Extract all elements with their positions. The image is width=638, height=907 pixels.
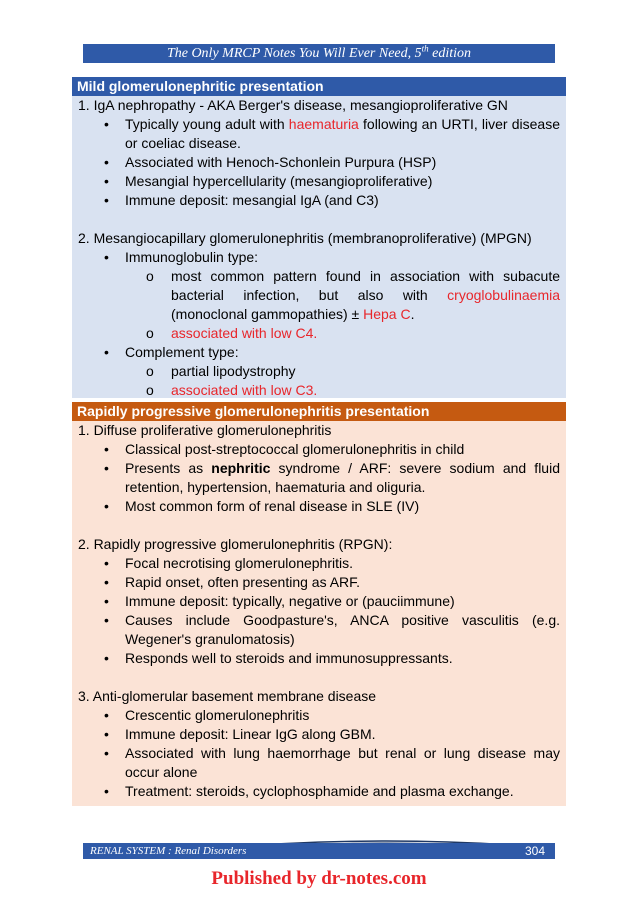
section-title: Mild glomerulonephritic presentation xyxy=(72,77,566,96)
page-footer xyxy=(83,843,555,859)
highlight-text: haematuria xyxy=(288,116,359,132)
footer-chapter: RENAL SYSTEM : Renal Disorders xyxy=(90,845,247,857)
text: Immune deposit: mesangial IgA (and C3) xyxy=(125,192,379,208)
bullet-item xyxy=(78,725,560,744)
section-title: Rapidly progressive glomerulonephritis presentation xyxy=(72,402,566,421)
text: (monoclonal gammopathies) ± xyxy=(171,306,364,322)
header-title-sup: th xyxy=(421,43,429,54)
text: Crescentic glomerulonephritis xyxy=(125,707,310,723)
bold-text: nephritic xyxy=(211,460,271,476)
text: Complement type: xyxy=(125,344,239,360)
spacer xyxy=(78,516,560,535)
paragraph xyxy=(78,229,560,248)
text: Associated with Henoch-Schonlein Purpura (HSP) xyxy=(125,154,437,170)
text: Rapid onset, often presenting as ARF. xyxy=(125,574,361,590)
text: Treatment: steroids, cyclophosphamide and plasma exchange. xyxy=(125,783,514,799)
text: Causes include Goodpasture's, ANCA positive vasculitis (e.g. Wegener's granulomatosis) xyxy=(125,612,560,647)
text: Mesangial hypercellularity (mesangioproliferative) xyxy=(125,173,433,189)
bullet-item xyxy=(78,497,560,516)
bullet-item xyxy=(78,611,560,649)
paragraph xyxy=(78,96,560,115)
text: Associated with lung haemorrhage but renal or lung disease may occur alone xyxy=(125,745,560,780)
text: following an URTI, liver disease or coeliac disease. xyxy=(125,116,561,151)
text: Focal necrotising glomerulonephritis. xyxy=(125,555,353,571)
spacer xyxy=(78,668,560,687)
bullet-item xyxy=(78,440,560,459)
text: Most common form of renal disease in SLE (IV) xyxy=(125,498,420,514)
bullet-item xyxy=(78,782,560,801)
section-body xyxy=(72,421,566,801)
bullet-item xyxy=(78,248,560,267)
section-body xyxy=(72,96,566,400)
publisher-credit: Published by dr-notes.com xyxy=(211,868,427,889)
text: Immunoglobulin type: xyxy=(125,249,259,265)
page-number: 304 xyxy=(524,844,545,858)
bullet-item xyxy=(78,115,560,153)
text: Immune deposit: typically, negative or (pauciimmune) xyxy=(125,593,455,609)
text: syndrome / ARF: severe sodium and fluid retention, hypertension, haematuria and oliguria. xyxy=(125,460,560,495)
bullet-item xyxy=(78,744,560,782)
paragraph xyxy=(78,687,560,706)
text: 2. Mesangiocapillary glomerulonephritis (membranoproliferative) (MPGN) xyxy=(78,230,532,246)
text: Presents as xyxy=(125,460,212,476)
highlight-text: associated with low C4. xyxy=(171,325,318,341)
highlight-text: Hepa C xyxy=(363,306,411,322)
bullet-item xyxy=(78,592,560,611)
header-title: The Only MRCP Notes You Will Ever Need, 5 xyxy=(166,46,422,61)
spacer xyxy=(78,210,560,229)
paragraph xyxy=(78,421,560,440)
text: Typically young adult with xyxy=(125,116,289,132)
sub-bullet-item xyxy=(78,324,560,343)
bullet-item xyxy=(78,554,560,573)
section-mild xyxy=(72,77,566,398)
page-header xyxy=(83,44,555,63)
text: Immune deposit: Linear IgG along GBM. xyxy=(125,726,376,742)
text: partial lipodystrophy xyxy=(171,363,296,379)
text: 1. IgA nephropathy - AKA Berger's disease, mesangioproliferative GN xyxy=(78,97,508,113)
bullet-item xyxy=(78,153,560,172)
paragraph xyxy=(78,535,560,554)
bullet-item xyxy=(78,573,560,592)
text: 2. Rapidly progressive glomerulonephritis (RPGN): xyxy=(78,536,393,552)
bullet-item xyxy=(78,459,560,497)
bullet-item xyxy=(78,649,560,668)
text: Classical post-streptococcal glomerulonephritis in child xyxy=(125,441,465,457)
bullet-item xyxy=(78,706,560,725)
text: most common pattern found in association with subacute bacterial infection, but also with xyxy=(171,268,560,303)
text: Responds well to steroids and immunosuppressants. xyxy=(125,650,453,666)
highlight-text: associated with low C3. xyxy=(171,382,318,398)
header-title-end: edition xyxy=(428,46,472,61)
sub-bullet-item xyxy=(78,267,560,324)
highlight-text: cryoglobulinaemia xyxy=(447,287,560,303)
bullet-item xyxy=(78,343,560,362)
sub-bullet-item xyxy=(78,362,560,381)
bullet-item xyxy=(78,191,560,210)
sub-bullet-item xyxy=(78,381,560,400)
text: 1. Diffuse proliferative glomerulonephritis xyxy=(78,422,332,438)
section-rapid xyxy=(72,402,566,806)
text: 3. Anti-glomerular basement membrane disease xyxy=(78,688,377,704)
text: . xyxy=(410,306,415,322)
bullet-item xyxy=(78,172,560,191)
